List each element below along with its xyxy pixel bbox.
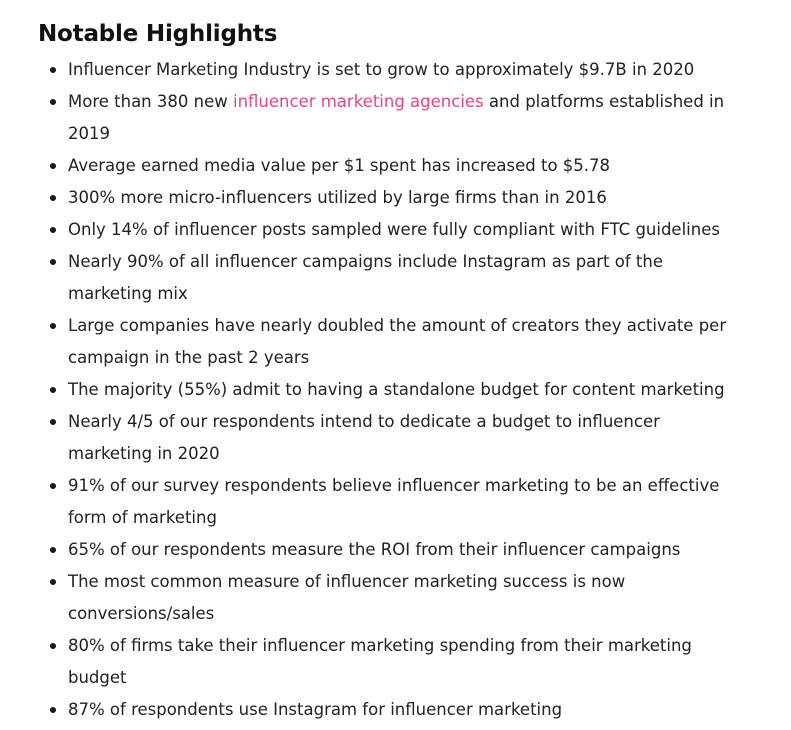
- list-item-text: Average earned media value per $1 spent has increased to $5.78: [68, 156, 611, 175]
- list-item-text: 91% of our survey respondents believe influencer marketing to be an effective form of marketing: [68, 476, 720, 527]
- list-item: [68, 470, 748, 534]
- list-item-text: Nearly 90% of all influencer campaigns include Instagram as part of the marketing mix: [68, 252, 663, 303]
- list-item: [68, 246, 748, 310]
- list-item: [68, 214, 748, 246]
- influencer-agencies-link[interactable]: influencer marketing agencies: [232, 92, 484, 111]
- list-item: [68, 406, 748, 470]
- list-item: [68, 310, 748, 374]
- list-item: [68, 374, 748, 406]
- list-item: [68, 150, 748, 182]
- list-item: [68, 630, 748, 694]
- list-item-text-after: and platforms established in 2019: [68, 92, 725, 143]
- list-item: [68, 694, 748, 726]
- list-item: [68, 534, 748, 566]
- highlights-list: [38, 54, 748, 726]
- list-item-text: 300% more micro-influencers utilized by large firms than in 2016: [68, 188, 607, 207]
- list-item-text-before: More than 380 new: [68, 92, 233, 111]
- section-heading: Notable Highlights: [38, 21, 278, 47]
- list-item: [68, 182, 748, 214]
- list-item-text: The most common measure of influencer marketing success is now conversions/sales: [68, 572, 626, 623]
- list-item: [68, 86, 748, 150]
- list-item-text: 65% of our respondents measure the ROI from their influencer campaigns: [68, 540, 681, 559]
- list-item-text: The majority (55%) admit to having a standalone budget for content marketing: [68, 380, 725, 399]
- list-item-text: 80% of firms take their influencer marketing spending from their marketing budget: [68, 636, 692, 687]
- list-item: [68, 566, 748, 630]
- list-item-text: Large companies have nearly doubled the amount of creators they activate per campaign in the past 2 years: [68, 316, 727, 367]
- list-item-text: Only 14% of influencer posts sampled were fully compliant with FTC guidelines: [68, 220, 720, 239]
- list-item: [68, 54, 748, 86]
- list-item-text: 87% of respondents use Instagram for influencer marketing: [68, 700, 563, 719]
- list-item-text: Nearly 4/5 of our respondents intend to dedicate a budget to influencer marketing in 2020: [68, 412, 660, 463]
- list-item-text: Influencer Marketing Industry is set to grow to approximately $9.7B in 2020: [68, 60, 695, 79]
